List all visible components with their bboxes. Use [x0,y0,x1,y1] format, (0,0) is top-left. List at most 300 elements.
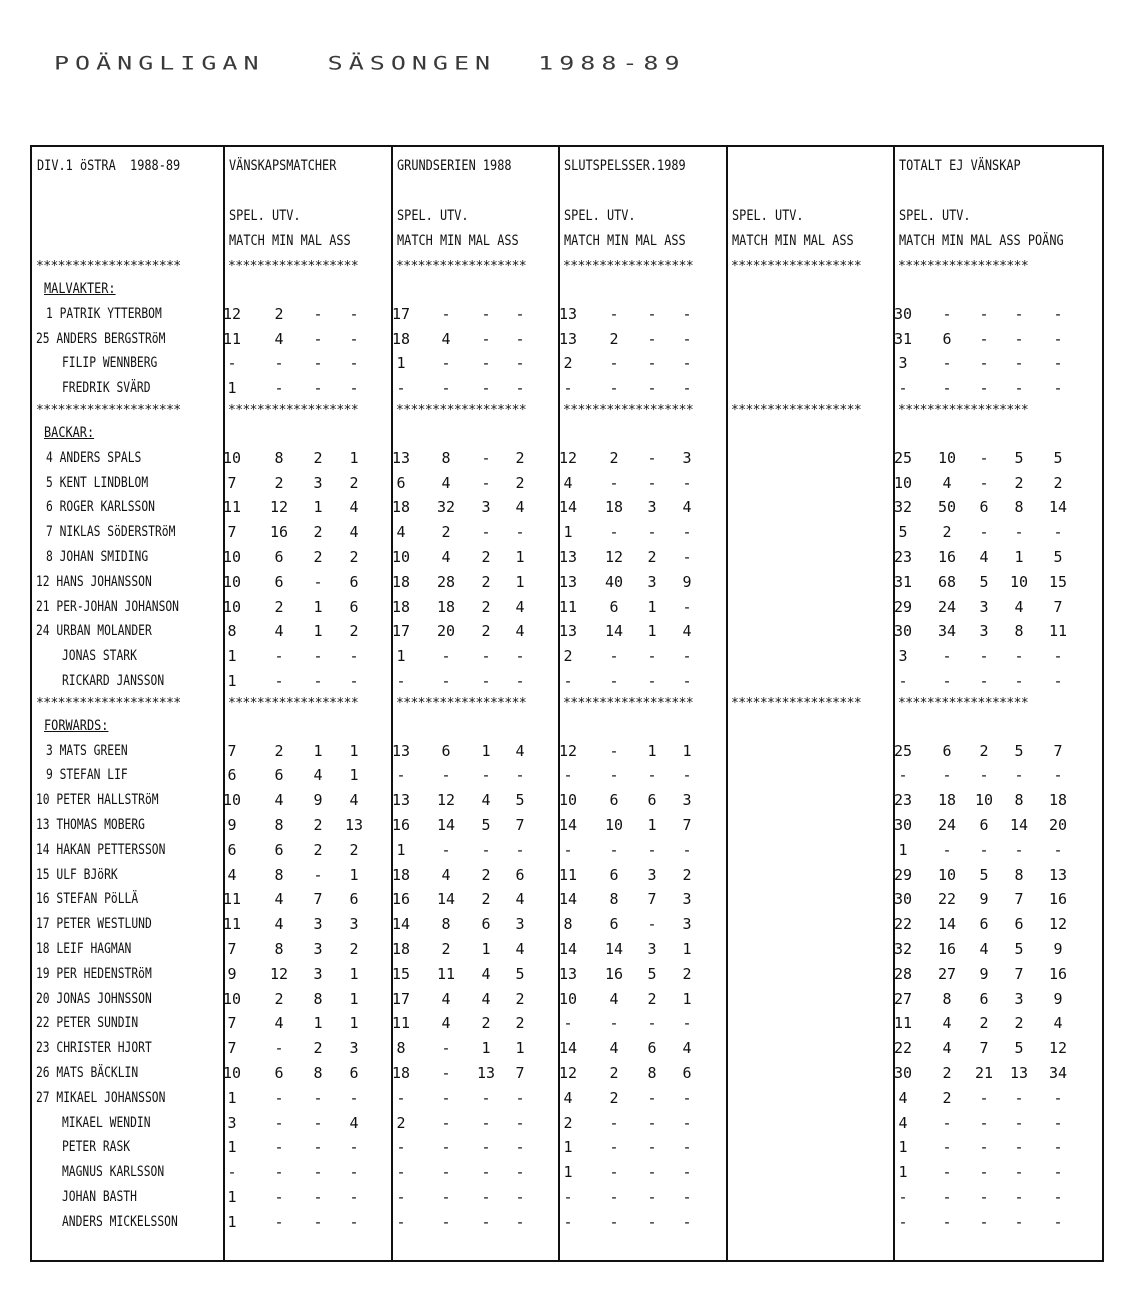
stat-value: 3 [647,865,657,884]
stat-value: 2 [1014,1014,1024,1033]
player-name: ANDERS MICKELSSON [62,1213,178,1230]
separator-stars: ****************** [563,696,694,711]
stat-value: 1 [349,741,359,760]
stat-value: - [682,1163,692,1182]
stat-value: 2 [313,523,323,542]
stat-value: 1 [898,1138,908,1157]
stat-value: - [481,1163,491,1182]
separator-stars: ****************** [563,404,694,418]
stat-value: 13 [558,622,578,641]
stat-value: 2 [349,548,359,566]
stat-value: - [1053,1138,1063,1157]
stat-value: - [441,766,451,785]
stat-value: 1 [396,840,406,859]
stat-value: 7 [515,1064,525,1082]
stat-value: - [1053,766,1063,785]
stat-value: 7 [979,1039,989,1058]
stat-value: - [481,1138,491,1157]
stat-value: - [682,1014,692,1033]
stat-value: - [682,473,692,492]
stat-value: 12 [558,741,578,760]
stat-value: 9 [979,964,989,983]
stat-value: 1 [349,448,359,467]
stat-value: - [647,766,657,785]
stat-value: 2 [441,940,451,958]
stat-value: 12 [269,498,289,517]
stat-value: - [515,1138,525,1157]
stat-value: 3 [979,597,989,616]
player-name: RICKARD JANSSON [62,673,165,689]
stat-value: 1 [227,1212,237,1231]
stat-value: 4 [515,498,525,517]
stat-value: - [942,766,952,785]
stat-value: 7 [227,473,237,492]
stat-value: 1 [227,672,237,690]
stat-value: - [1014,523,1024,542]
stat-value: - [609,647,619,666]
stat-value: - [682,840,692,859]
stat-value: 2 [274,741,284,760]
stat-value: 5 [1014,448,1024,467]
stat-value: - [481,840,491,859]
stat-value: 31 [893,329,913,348]
stat-value: 2 [481,572,491,591]
separator-stars: ****************** [396,404,527,418]
stat-value: - [647,1113,657,1132]
stat-value: - [349,329,359,348]
stat-value: 6 [349,597,359,616]
stat-value: 16 [937,548,957,566]
stat-value: 7 [227,741,237,760]
column-subheader: MATCH MIN MAL ASS POÄNG [899,233,1064,249]
stat-value: - [349,1212,359,1231]
stat-value: 8 [313,1064,323,1082]
stat-value: 15 [1048,572,1068,591]
stat-value: 2 [942,1064,952,1082]
stat-value: 2 [396,1113,406,1132]
stat-value: 6 [609,791,619,810]
player-name: 3 MATS GREEN [46,742,128,759]
stat-value: 13 [1048,865,1068,884]
stat-value: - [979,523,989,542]
stat-value: 1 [515,572,525,591]
stat-value: 6 [979,498,989,517]
player-name: 16 STEFAN PöLLÄ [36,891,139,908]
stat-value: - [647,840,657,859]
stat-value: 5 [1053,548,1063,566]
stat-value: - [481,647,491,666]
separator-stars: ****************** [396,260,527,274]
stat-value: - [349,354,359,373]
stat-value: - [313,1113,323,1132]
stat-value: 1 [898,840,908,859]
separator-stars: ****************** [228,260,359,274]
stat-value: 2 [481,548,491,566]
stat-value: 6 [349,890,359,909]
stat-value: 9 [682,572,692,591]
stat-value: 10 [222,1064,242,1082]
stat-value: - [274,647,284,666]
stat-value: - [682,597,692,616]
stat-value: 4 [682,622,692,641]
player-name: 27 MIKAEL JOHANSSON [36,1089,166,1106]
stat-value: - [942,379,952,398]
stat-value: 7 [1014,890,1024,909]
stat-value: - [942,647,952,666]
stat-value: 6 [979,816,989,834]
stat-value: - [1053,379,1063,398]
player-name: 14 HAKAN PETTERSSON [36,841,166,858]
stat-value: 6 [1014,915,1024,934]
stat-value: - [682,672,692,690]
stat-value: 30 [893,622,913,641]
stat-value: 4 [979,940,989,958]
stat-value: 1 [481,1039,491,1058]
stat-value: 6 [682,1064,692,1082]
player-name: JOHAN BASTH [62,1189,137,1205]
stat-value: 20 [436,622,456,641]
stat-value: - [441,379,451,398]
stat-value: - [274,672,284,690]
player-name: 25 ANDERS BERGSTRöM [36,330,166,347]
stat-value: 32 [436,498,456,517]
stat-value: - [481,379,491,398]
stat-value: - [898,1188,908,1206]
stat-value: 4 [274,329,284,348]
stat-value: - [1014,840,1024,859]
stat-value: 30 [893,890,913,909]
stat-value: 8 [647,1064,657,1082]
stat-value: - [682,1088,692,1107]
stat-value: 34 [1048,1064,1068,1082]
stat-value: 18 [604,498,624,517]
stat-value: 11 [222,329,242,348]
separator-stars: ****************** [731,260,862,274]
stat-value: - [227,1163,237,1182]
stat-value: - [898,379,908,398]
stat-value: - [563,1188,573,1206]
stat-value: 8 [1014,498,1024,517]
stat-value: - [682,647,692,666]
stat-value: - [515,647,525,666]
stat-value: 14 [558,940,578,958]
stat-value: 6 [274,548,284,566]
stat-value: - [515,840,525,859]
stat-value: - [1053,647,1063,666]
stat-value: 12 [558,448,578,467]
stat-value: 18 [391,865,411,884]
stat-value: - [979,1163,989,1182]
stat-value: 7 [515,816,525,834]
stat-value: 3 [898,354,908,373]
stat-value: 6 [441,741,451,760]
stat-value: - [396,672,406,690]
stat-value: 3 [647,572,657,591]
stat-value: 12 [558,1064,578,1082]
stat-value: 14 [558,498,578,517]
stat-value: - [682,1212,692,1231]
stat-value: - [515,1088,525,1107]
stat-value: 4 [441,329,451,348]
stat-value: - [609,741,619,760]
stat-value: 4 [274,890,284,909]
player-name: 13 THOMAS MOBERG [36,817,145,833]
stat-value: 4 [481,964,491,983]
stat-value: 2 [609,1064,619,1082]
stat-value: - [682,548,692,566]
stat-value: 7 [682,816,692,834]
stat-value: - [609,523,619,542]
stat-value: - [481,354,491,373]
column-subheader: SPEL. UTV. [899,208,971,224]
player-name: 23 CHRISTER HJORT [36,1040,152,1057]
stat-value: 14 [558,1039,578,1058]
stat-value: 17 [391,304,411,323]
stat-value: 2 [515,989,525,1008]
stat-value: 17 [391,989,411,1008]
stat-value: - [898,766,908,785]
stat-value: 2 [609,329,619,348]
stat-value: - [441,1064,451,1082]
stat-value: 3 [349,915,359,934]
stat-value: 4 [682,498,692,517]
column-subheader: SPEL. UTV. [229,208,301,224]
stat-value: 13 [558,304,578,323]
stat-value: 8 [274,940,284,958]
stat-value: 8 [563,915,573,934]
player-name: 22 PETER SUNDIN [36,1015,139,1032]
stat-value: 4 [481,989,491,1008]
stat-value: - [1014,672,1024,690]
stat-value: 1 [349,964,359,983]
stat-value: 12 [436,791,456,810]
column-subheader: MATCH MIN MAL ASS [564,233,686,249]
stat-value: - [647,473,657,492]
stat-value: - [979,1088,989,1107]
stat-value: - [274,354,284,373]
stat-value: 6 [274,1064,284,1082]
stat-value: 6 [942,329,952,348]
stat-value: - [441,1138,451,1157]
stat-value: 15 [391,964,411,983]
stat-value: 8 [274,448,284,467]
stat-value: - [274,379,284,398]
stat-value: - [609,766,619,785]
stat-value: 3 [898,647,908,666]
stat-value: 1 [349,989,359,1008]
stat-value: - [1014,329,1024,348]
stat-value: - [979,647,989,666]
stat-value: 11 [222,498,242,517]
stat-value: - [313,354,323,373]
stat-value: 6 [647,1039,657,1058]
stat-value: 7 [313,890,323,909]
stat-value: - [979,1138,989,1157]
stat-value: 1 [349,865,359,884]
stat-value: 5 [1014,741,1024,760]
stat-value: - [396,766,406,785]
stat-value: 14 [558,816,578,834]
stat-value: 4 [609,1039,619,1058]
stat-value: - [647,1212,657,1231]
stat-value: - [441,1163,451,1182]
stat-value: 10 [1009,572,1029,591]
stat-value: 10 [558,989,578,1008]
stat-value: 1 [515,1039,525,1058]
stat-value: 68 [937,572,957,591]
stat-value: 3 [313,915,323,934]
stat-value: - [349,304,359,323]
stat-value: 6 [274,766,284,785]
stat-value: - [898,1212,908,1231]
stat-value: 10 [391,548,411,566]
stat-value: 1 [349,766,359,785]
stat-value: - [1014,1113,1024,1132]
stat-value: 2 [515,1014,525,1033]
stat-value: - [979,1113,989,1132]
stat-value: 6 [647,791,657,810]
stat-value: 6 [227,766,237,785]
stat-value: - [609,304,619,323]
stat-value: 2 [515,448,525,467]
stat-value: 13 [1009,1064,1029,1082]
stat-value: 27 [893,989,913,1008]
stat-value: 2 [481,622,491,641]
stat-value: - [942,672,952,690]
stat-value: 2 [563,647,573,666]
stat-value: 4 [227,865,237,884]
stat-value: - [1053,523,1063,542]
stat-value: 2 [1014,473,1024,492]
stat-value: 14 [436,890,456,909]
stat-value: 25 [893,741,913,760]
stat-value: 31 [893,572,913,591]
stat-value: 6 [396,473,406,492]
section-title: MALVAKTER: [44,281,116,297]
player-name: 10 PETER HALLSTRöM [36,792,159,809]
stat-value: 4 [441,1014,451,1033]
stat-value: - [441,672,451,690]
stat-value: 4 [349,1113,359,1132]
stat-value: 8 [313,989,323,1008]
stat-value: - [647,448,657,467]
stat-value: - [481,766,491,785]
stat-value: 9 [979,890,989,909]
stat-value: 2 [349,840,359,859]
stat-value: 6 [274,840,284,859]
stat-value: 4 [563,1088,573,1107]
stat-value: 2 [682,964,692,983]
stat-value: 2 [942,523,952,542]
stat-value: 2 [274,989,284,1008]
player-name: 19 PER HEDENSTRöM [36,965,152,982]
stat-value: 11 [1048,622,1068,641]
stat-value: 2 [563,354,573,373]
stat-value: 10 [893,473,913,492]
stat-value: 16 [604,964,624,983]
stat-value: 1 [563,1163,573,1182]
stat-value: 1 [1014,548,1024,566]
stat-value: 2 [313,448,323,467]
stat-value: - [274,1039,284,1058]
stat-value: 28 [893,964,913,983]
stat-value: 6 [227,840,237,859]
stat-value: 1 [227,1188,237,1206]
stat-value: - [1053,304,1063,323]
stat-value: - [647,354,657,373]
stat-value: 4 [1053,1014,1063,1033]
player-name: 6 ROGER KARLSSON [46,499,155,516]
stat-value: 3 [979,622,989,641]
stat-value: 24 [937,597,957,616]
stat-value: 10 [937,865,957,884]
player-name: 7 NIKLAS SöDERSTRöM [46,524,176,541]
stat-value: - [942,1212,952,1231]
stat-value: 6 [979,915,989,934]
stat-value: - [396,1163,406,1182]
stat-value: 3 [515,915,525,934]
stat-value: 8 [942,989,952,1008]
stat-value: - [647,672,657,690]
stat-value: 18 [391,329,411,348]
stat-value: 1 [682,940,692,958]
stat-value: 17 [391,622,411,641]
stat-value: 3 [647,940,657,958]
stat-value: - [441,1113,451,1132]
stat-value: 21 [974,1064,994,1082]
stat-value: 12 [222,304,242,323]
section-title: FORWARDS: [44,717,109,734]
stat-value: - [481,523,491,542]
stat-value: 9 [1053,989,1063,1008]
stat-value: - [1014,766,1024,785]
stat-value: 2 [313,1039,323,1058]
stat-value: - [349,647,359,666]
stat-value: 2 [979,741,989,760]
stat-value: - [441,1188,451,1206]
stat-value: 8 [396,1039,406,1058]
separator-stars: ****************** [731,696,862,711]
separator-stars: ****************** [228,696,359,711]
stat-value: 2 [647,548,657,566]
stat-value: 34 [937,622,957,641]
stat-value: - [1014,1088,1024,1107]
stat-value: - [563,766,573,785]
stat-value: 11 [436,964,456,983]
player-name: 5 KENT LINDBLOM [46,474,149,491]
stat-value: 4 [609,989,619,1008]
stat-value: - [682,523,692,542]
stat-value: 16 [1048,890,1068,909]
stat-value: 10 [222,448,242,467]
stat-value: - [647,1014,657,1033]
player-name: JONAS STARK [62,648,137,665]
stat-value: 23 [893,548,913,566]
stat-value: - [313,1163,323,1182]
stat-value: 4 [274,622,284,641]
stat-value: - [942,1188,952,1206]
stat-value: 27 [937,964,957,983]
stat-value: 2 [1053,473,1063,492]
stat-value: 18 [391,572,411,591]
stat-value: - [682,1113,692,1132]
stat-value: 10 [604,816,624,834]
stat-value: - [979,329,989,348]
stat-value: - [481,1088,491,1107]
column-subheader: SPEL. UTV. [397,208,469,224]
stat-value: - [313,379,323,398]
stat-value: - [481,1212,491,1231]
